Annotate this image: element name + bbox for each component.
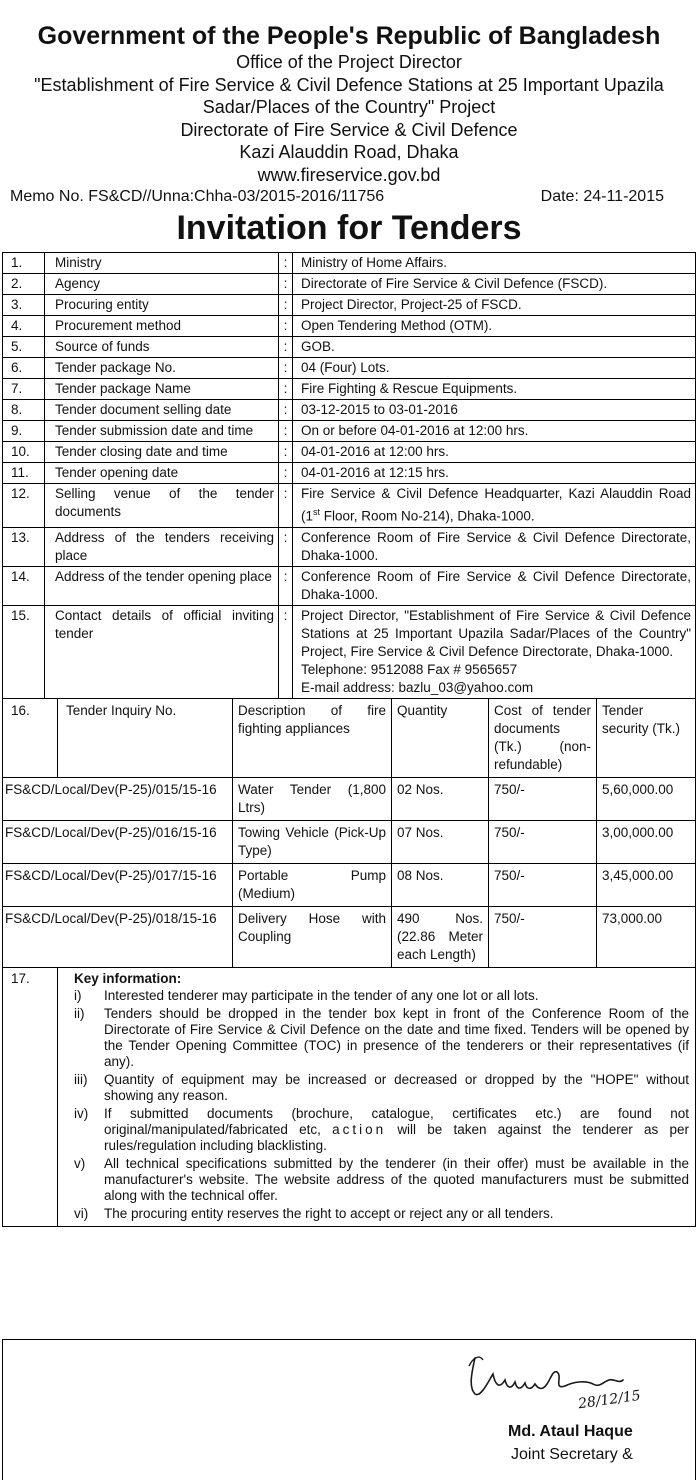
- list-text: [104, 1106, 691, 1154]
- signatory-title: Joint Secretary &: [511, 1446, 633, 1463]
- table-row: [3, 967, 696, 1226]
- directorate-line: Directorate of Fire Service & Civil Defence: [180, 119, 518, 140]
- row-colon: :: [279, 253, 293, 274]
- appliance-description: Delivery Hose with Coupling: [233, 906, 392, 967]
- row-label: Contact details of official inviting tender: [45, 605, 279, 698]
- venue-text-end: Floor, Room No-214), Dhaka-1000.: [320, 508, 535, 524]
- project-name-line-1: "Establishment of Fire Service & Civil Defence Stations at 25 Important Upazila: [34, 74, 664, 95]
- row-number: 5.: [3, 337, 45, 358]
- table-row: [3, 442, 696, 463]
- lots-header-row: [3, 698, 696, 777]
- row-value: Project Director, Project-25 of FSCD.: [293, 295, 696, 316]
- row-value: 04-01-2016 at 12:00 hrs.: [293, 442, 696, 463]
- row-label: Procuring entity: [45, 295, 279, 316]
- superscript: st: [313, 507, 321, 517]
- row-number: 12.: [3, 484, 45, 528]
- row-colon: :: [279, 605, 293, 698]
- lot-row: [3, 777, 696, 820]
- row-label: Tender submission date and time: [45, 421, 279, 442]
- document-cost: 750/-: [489, 863, 597, 906]
- row-label: Address of the tenders receiving place: [45, 527, 279, 566]
- row-label: Tender package Name: [45, 379, 279, 400]
- key-information-title: Key information:: [74, 970, 182, 986]
- tender-details-table: [2, 252, 696, 699]
- list-item: [62, 1206, 691, 1222]
- row-value: On or before 04-01-2016 at 12:00 hrs.: [293, 421, 696, 442]
- column-header: Tender security (Tk.): [597, 698, 696, 777]
- row-number: 7.: [3, 379, 45, 400]
- column-header: Tender Inquiry No.: [58, 698, 233, 777]
- key-information: [58, 967, 696, 1226]
- row-label: Selling venue of the tender documents: [45, 484, 279, 528]
- signature-date: 28/12/15: [577, 1387, 642, 1413]
- list-marker: vi): [74, 1205, 89, 1221]
- list-marker: iii): [74, 1071, 88, 1087]
- row-colon: :: [279, 379, 293, 400]
- appliance-description: Portable Pump (Medium): [233, 863, 392, 906]
- row-value: 04 (Four) Lots.: [293, 358, 696, 379]
- table-row: [3, 421, 696, 442]
- row-number: 6.: [3, 358, 45, 379]
- column-header: Cost of tender documents (Tk.) (non-refundable): [489, 698, 597, 777]
- column-header: Quantity: [392, 698, 489, 777]
- address-line: Kazi Alauddin Road, Dhaka: [239, 142, 459, 162]
- row-number: 10.: [3, 442, 45, 463]
- table-row: [3, 566, 696, 605]
- tender-inquiry-no: FS&CD/Local/Dev(P-25)/015/15-16: [3, 777, 233, 820]
- memo-number: Memo No. FS&CD//Unna:Chha-03/2015-2016/11756: [10, 188, 385, 205]
- list-text-part: will be taken against the tenderer as per rules/regulation including blacklisting.: [104, 1121, 689, 1153]
- list-text-part: If submitted documents (brochure, catalogue, certificates etc.) are found not original/manipulated/fabricated etc,: [104, 1105, 689, 1137]
- list-marker: iv): [74, 1105, 89, 1121]
- row-number: 2.: [3, 274, 45, 295]
- table-row: [3, 295, 696, 316]
- tender-security: 3,00,000.00: [597, 820, 696, 863]
- appliance-description: Towing Vehicle (Pick-Up Type): [233, 820, 392, 863]
- list-text: Interested tenderer may participate in the tender of any one lot or all lots.: [104, 987, 539, 1003]
- row-number: 17.: [3, 967, 58, 1226]
- list-item: [62, 1106, 691, 1154]
- row-colon: :: [279, 463, 293, 484]
- row-value: Conference Room of Fire Service & Civil Defence Directorate, Dhaka-1000.: [293, 527, 696, 566]
- table-row: [3, 316, 696, 337]
- spaced-word: action: [332, 1121, 387, 1137]
- list-marker: i): [74, 987, 82, 1003]
- row-value: Directorate of Fire Service & Civil Defence (FSCD).: [293, 274, 696, 295]
- row-number: 14.: [3, 566, 45, 605]
- signatory-name: Md. Ataul Haque: [508, 1423, 633, 1440]
- appliance-description: Water Tender (1,800 Ltrs): [233, 777, 392, 820]
- memo-line: [0, 187, 698, 207]
- row-label: Agency: [45, 274, 279, 295]
- table-row: [3, 605, 696, 698]
- signature-image: [453, 1350, 683, 1420]
- page-title: Invitation for Tenders: [176, 209, 522, 247]
- row-value: Fire Fighting & Rescue Equipments.: [293, 379, 696, 400]
- row-value: [293, 484, 696, 528]
- venue-text: Fire Service & Civil Defence Headquarter, Kazi Alauddin Road (1: [301, 486, 691, 524]
- tender-inquiry-no: FS&CD/Local/Dev(P-25)/016/15-16: [3, 820, 233, 863]
- tender-security: 73,000.00: [597, 906, 696, 967]
- quantity: 02 Nos.: [392, 777, 489, 820]
- table-row: [3, 337, 696, 358]
- row-colon: :: [279, 566, 293, 605]
- lot-row: [3, 863, 696, 906]
- tender-security: 3,45,000.00: [597, 863, 696, 906]
- table-row: [3, 484, 696, 528]
- row-number: 15.: [3, 605, 45, 698]
- memo-date: Date: 24-11-2015: [540, 188, 664, 205]
- signature-block: [2, 1339, 696, 1480]
- row-number: 3.: [3, 295, 45, 316]
- row-label: Tender package No.: [45, 358, 279, 379]
- row-number: 1.: [3, 253, 45, 274]
- quantity: 490 Nos. (22.86 Meter each Length): [392, 906, 489, 967]
- document-cost: 750/-: [489, 906, 597, 967]
- website-line: www.fireservice.gov.bd: [257, 164, 441, 185]
- row-number: 4.: [3, 316, 45, 337]
- row-number: 11.: [3, 463, 45, 484]
- row-number: 9.: [3, 421, 45, 442]
- key-information-table: [2, 967, 696, 1227]
- row-number: 8.: [3, 400, 45, 421]
- list-item: [62, 1006, 691, 1070]
- row-colon: :: [279, 274, 293, 295]
- row-number: 13.: [3, 527, 45, 566]
- table-row: [3, 358, 696, 379]
- row-colon: :: [279, 295, 293, 316]
- table-row: [3, 400, 696, 421]
- column-header: Description of fire fighting appliances: [233, 698, 392, 777]
- row-colon: :: [279, 484, 293, 528]
- list-text: Tenders should be dropped in the tender box kept in front of the Conference Room of the Directorate of Fire Service & Civil Defence on the date and time fixed. Tenders will be opened by the Tender Opening Committee (TOC) in presence of the tenderers or their representatives (if any).: [104, 1005, 689, 1069]
- row-value: Open Tendering Method (OTM).: [293, 316, 696, 337]
- tender-inquiry-no: FS&CD/Local/Dev(P-25)/018/15-16: [3, 906, 233, 967]
- list-marker: ii): [74, 1005, 85, 1021]
- row-colon: :: [279, 400, 293, 421]
- row-value: GOB.: [293, 337, 696, 358]
- tender-security: 5,60,000.00: [597, 777, 696, 820]
- table-row: [3, 463, 696, 484]
- table-row: [3, 527, 696, 566]
- row-label: Tender opening date: [45, 463, 279, 484]
- document-cost: 750/-: [489, 777, 597, 820]
- row-colon: :: [279, 421, 293, 442]
- row-label: Tender document selling date: [45, 400, 279, 421]
- contact-email: E-mail address: bazlu_03@yahoo.com: [301, 679, 534, 695]
- table-row: [3, 253, 696, 274]
- row-label: Tender closing date and time: [45, 442, 279, 463]
- row-colon: :: [279, 358, 293, 379]
- row-label: Address of the tender opening place: [45, 566, 279, 605]
- document-cost: 750/-: [489, 820, 597, 863]
- table-row: [3, 379, 696, 400]
- lot-row: [3, 820, 696, 863]
- row-colon: :: [279, 527, 293, 566]
- quantity: 08 Nos.: [392, 863, 489, 906]
- row-value: Conference Room of Fire Service & Civil Defence Directorate, Dhaka-1000.: [293, 566, 696, 605]
- project-name-line-2: Sadar/Places of the Country" Project: [202, 97, 496, 117]
- row-number: 16.: [3, 698, 58, 777]
- row-value: 04-01-2016 at 12:15 hrs.: [293, 463, 696, 484]
- lot-row: [3, 906, 696, 967]
- row-colon: :: [279, 316, 293, 337]
- row-colon: :: [279, 442, 293, 463]
- row-value: Ministry of Home Affairs.: [293, 253, 696, 274]
- list-text: The procuring entity reserves the right to accept or reject any or all tenders.: [104, 1205, 554, 1221]
- list-text: Quantity of equipment may be increased or decreased or dropped by the "HOPE" without showing any reason.: [104, 1071, 689, 1103]
- row-colon: :: [279, 337, 293, 358]
- list-marker: v): [74, 1155, 86, 1171]
- row-value: 03-12-2015 to 03-01-2016: [293, 400, 696, 421]
- document-header: [0, 21, 698, 186]
- quantity: 07 Nos.: [392, 820, 489, 863]
- table-row: [3, 274, 696, 295]
- contact-address: Project Director, "Establishment of Fire Service & Civil Defence Stations at 25 Important Upazila Sadar/Places of the Country" Project, Fire Service & Civil Defence Directorate, Dhaka-1000.: [301, 607, 691, 659]
- row-label: Procurement method: [45, 316, 279, 337]
- list-text: All technical specifications submitted by the tenderer (in their offer) must be available in the manufacturer's website. The website address of the quoted manufacturers must be submitted along with the technical offer.: [104, 1155, 689, 1203]
- lots-table: [2, 698, 696, 968]
- tender-inquiry-no: FS&CD/Local/Dev(P-25)/017/15-16: [3, 863, 233, 906]
- office-line: Office of the Project Director: [236, 52, 462, 72]
- contact-telephone: Telephone: 9512088 Fax # 9565657: [301, 661, 518, 677]
- list-item: [62, 988, 691, 1004]
- government-title: Government of the People's Republic of Bangladesh: [37, 22, 661, 50]
- row-label: Source of funds: [45, 337, 279, 358]
- list-item: [62, 1156, 691, 1204]
- list-item: [62, 1072, 691, 1104]
- row-label: Ministry: [45, 253, 279, 274]
- row-value: [293, 605, 696, 698]
